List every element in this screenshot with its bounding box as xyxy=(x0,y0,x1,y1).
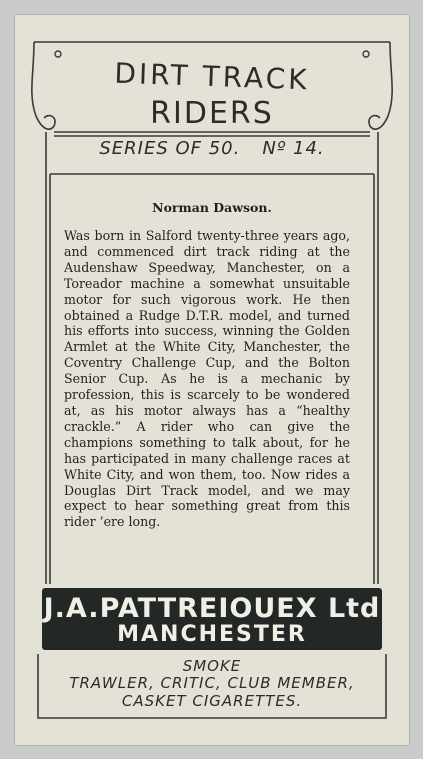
footer-line-smoke: SMOKE xyxy=(182,657,242,675)
card-title-line2: RIDERS xyxy=(150,96,274,131)
rider-biography: Was born in Salford twenty-three years ago, and commenced dirt track riding at the Audenshaw Speedway, Manchester, on a Toreador machine a somewhat unsuitable motor for such vigorous work. He then obtained a Rudge D.T.R. model, and turned his efforts into success, winning the Golden Armlet at the White City, Manchester, the Coventry Challenge Cup, and the Bolton Senior Cup. As he is a mechanic by profession, this is scarcely to be wondered at, as his motor always has a “healthy crackle.” A rider who can give the champions something to talk about, for he has participated in many challenge races at White City, and won them, too. Now rides a Douglas Dirt Track model, and we may expect to hear something great from this rider ’ere long. xyxy=(64,228,350,530)
series-info xyxy=(54,138,370,159)
card-title-line1: DIRT TRACK xyxy=(113,56,311,97)
cigarette-card xyxy=(14,14,410,746)
rider-name: Norman Dawson. xyxy=(152,200,272,215)
footer-line-cigarettes: CASKET CIGARETTES. xyxy=(121,692,303,710)
series-label: SERIES OF 50. xyxy=(99,138,241,159)
card-number: Nº 14. xyxy=(262,138,325,159)
company-city: MANCHESTER xyxy=(117,622,307,647)
manufacturer-banner xyxy=(42,588,382,650)
company-name: J.A.PATTREIOUEX Ltd xyxy=(43,593,381,624)
footer-line-brands: TRAWLER, CRITIC, CLUB MEMBER, xyxy=(69,674,355,692)
